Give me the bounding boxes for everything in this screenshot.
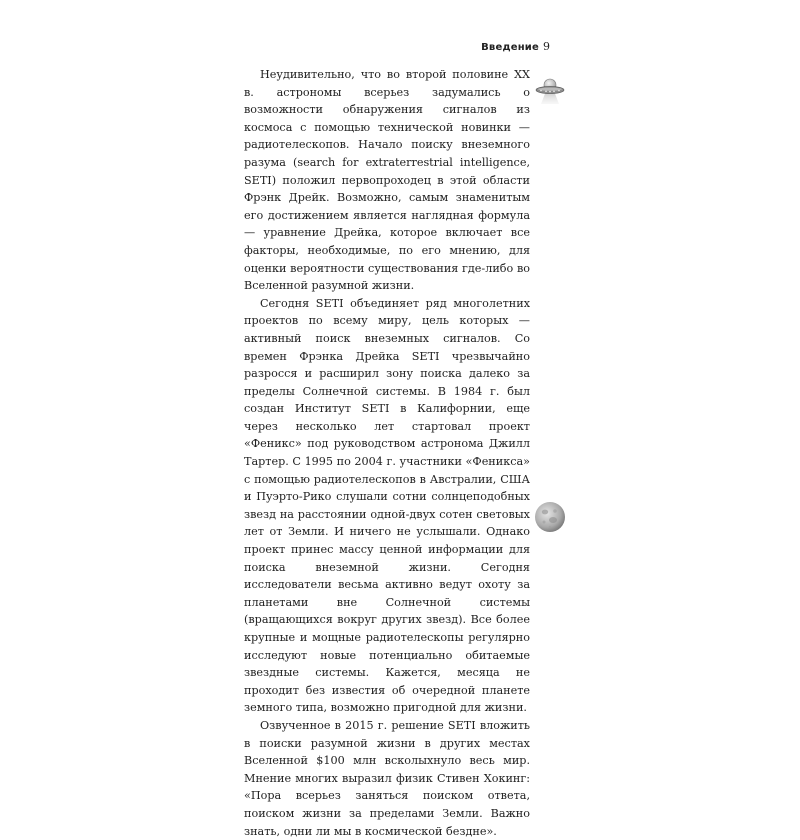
moon-icon [533, 500, 567, 534]
ufo-icon [533, 74, 567, 108]
page-number: 9 [543, 40, 550, 53]
paragraph-3: Озвученное в 2015 г. решение SETI вложить в поиски разумной жизни в других местах Вселенной $100 млн всколыхнуло весь мир. Мнение многих выразил физик Стивен Хокинг: «Пора всерьез заняться поиском ответа, поиском жизни за пределами Земли. Важно знать, одни ли мы в космической бездне». [244, 718, 530, 838]
body-text [244, 66, 530, 840]
paragraph-1: Неудивительно, что во второй половине XX в. астрономы всерьез задумались о возможности обнаружения сигналов из космоса с помощью технической новинки — радиотелескопов. Начало поиску внеземного разума (search for extraterrestrial intelligence, SETI) положил первопроходец в этой области Фрэнк Дрейк. Возможно, самым знаменитым его достижением является наглядная формула — уравнение Дрейка, которое включает все факторы, необходимые, по его мнению, для оценки вероятности существования где-либо во Вселенной разумной жизни. [244, 68, 530, 293]
running-head: Введение [481, 42, 539, 53]
paragraph-2: Сегодня SETI объединяет ряд многолетних проектов по всему миру, цель которых — активный поиск внеземных сигналов. Со времен Фрэнка Дрейка SETI чрезвычайно разросся и расширил зону поиска далеко за пределы Солнечной системы. В 1984 г. был создан Институт SETI в Калифорнии, еще через несколько лет стартовал проект «Феникс» под руководством астронома Джилл Тартер. С 1995 по 2004 г. участники «Феникса» с помощью радиотелескопов в Австралии, США и Пуэрто-Рико слушали сотни солнцеподобных звезд на расстоянии одной-двух сотен световых лет от Земли. И ничего не услышали. Однако проект принес массу ценной информации для поиска внеземной жизни. Сегодня исследователи весьма активно ведут охоту за планетами вне Солнечной системы (вращающихся вокруг других звезд). Все более крупные и мощные радиотелескопы регулярно исследуют новые потенциально обитаемые звездные системы. Кажется, месяца не проходит без известия об очередной планете земного типа, возможно пригодной для жизни. [244, 296, 530, 715]
